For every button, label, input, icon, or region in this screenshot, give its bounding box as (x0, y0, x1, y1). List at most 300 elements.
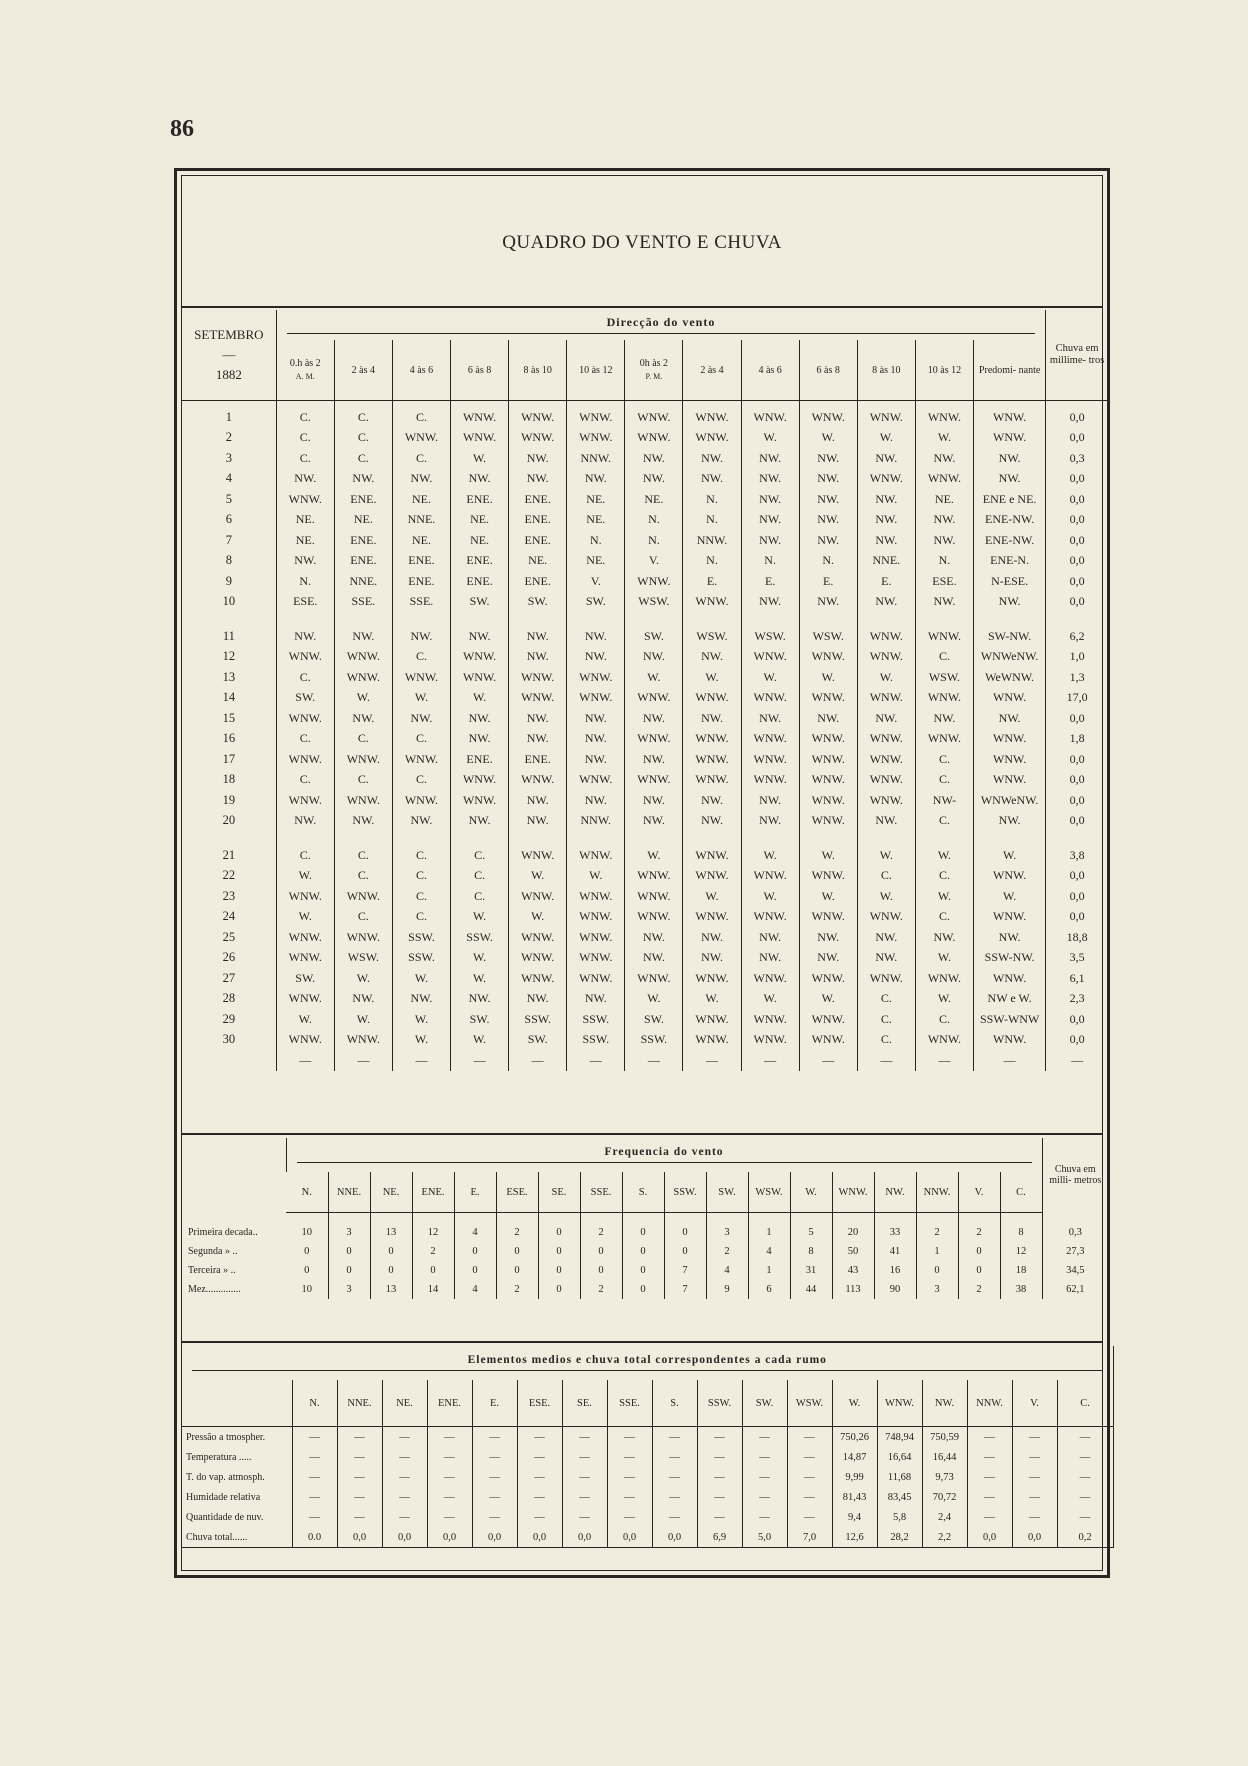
day-number: 26 (182, 948, 276, 969)
day-number: 19 (182, 790, 276, 811)
table-row (182, 510, 1108, 531)
direction-cell: E. (857, 571, 915, 592)
direction-cell: WSW. (799, 626, 857, 647)
period-header (857, 340, 915, 401)
direction-cell: NW. (683, 448, 741, 469)
direction-cell: NW. (392, 708, 450, 729)
frequency-cell: 6 (748, 1280, 790, 1299)
elements-cell: 0,0 (427, 1527, 472, 1548)
direction-cell: NW. (741, 448, 799, 469)
frequency-column-header: E. (454, 1172, 496, 1213)
day-number: 3 (182, 448, 276, 469)
direction-cell: NW. (392, 626, 450, 647)
frequency-cell: 10 (286, 1223, 328, 1242)
direction-cell: C. (392, 907, 450, 928)
rain-value: 34,5 (1042, 1261, 1108, 1280)
elements-cell: 0,0 (607, 1527, 652, 1548)
table-row (182, 489, 1108, 510)
direction-cell: WNW. (334, 927, 392, 948)
elements-column-header: N. (292, 1380, 337, 1427)
frequency-column-header: W. (790, 1172, 832, 1213)
direction-cell: ENE. (509, 489, 567, 510)
elements-cell: — (427, 1487, 472, 1507)
direction-cell: C. (857, 1009, 915, 1030)
table-row (182, 448, 1108, 469)
direction-cell: W. (509, 866, 567, 887)
frequency-cell: 43 (832, 1261, 874, 1280)
direction-cell: V. (625, 551, 683, 572)
elements-cell: 12,6 (832, 1527, 877, 1548)
frequency-cell: 0 (454, 1242, 496, 1261)
direction-cell: WNW. (683, 1009, 741, 1030)
row-label: Primeira decada.. (188, 1227, 258, 1238)
direction-cell: C. (915, 749, 973, 770)
direction-cell: WNW. (276, 749, 334, 770)
direction-cell: NW. (683, 790, 741, 811)
direction-cell: WNW. (741, 1030, 799, 1051)
row-label: Quantidade de nuv. (182, 1507, 292, 1527)
frequency-cell: 0 (538, 1280, 580, 1299)
direction-cell: NNW. (683, 530, 741, 551)
rain-value: 3,8 (1046, 845, 1108, 866)
elements-cell: 7,0 (787, 1527, 832, 1548)
elements-cell: 9,99 (832, 1467, 877, 1487)
period-header (567, 340, 625, 401)
direction-cell: ENE. (451, 571, 509, 592)
direction-cell: WNW. (276, 886, 334, 907)
dash-cell: — (974, 1050, 1046, 1071)
direction-cell: SW. (509, 1030, 567, 1051)
direction-cell: WNW. (625, 688, 683, 709)
frequency-cell: 2 (916, 1223, 958, 1242)
period-label: 10 às 12 (927, 364, 962, 376)
rain-value: 0,0 (1046, 1009, 1108, 1030)
period-label: Predomi- nante (978, 364, 1041, 376)
table-row (182, 1447, 1113, 1467)
direction-cell: SW. (625, 1009, 683, 1030)
elements-cell: — (1012, 1487, 1057, 1507)
frequency-cell: 0 (622, 1280, 664, 1299)
direction-cell: WNW. (509, 401, 567, 428)
direction-cell: NW. (857, 708, 915, 729)
direction-cell: NW. (741, 592, 799, 613)
rain-value: 0,0 (1046, 571, 1108, 592)
elements-cell: — (652, 1507, 697, 1527)
day-number: 18 (182, 770, 276, 791)
elements-cell: 6,9 (697, 1527, 742, 1548)
elements-cell: — (607, 1487, 652, 1507)
rain-value: 0,0 (1046, 428, 1108, 449)
frequency-cell: 4 (454, 1223, 496, 1242)
gap-cell (392, 612, 450, 626)
dash-cell: — (392, 1050, 450, 1071)
direction-cell: C. (334, 448, 392, 469)
direction-cell: NW. (683, 708, 741, 729)
gap-cell (182, 612, 276, 626)
gap-cell (1046, 831, 1108, 845)
frequency-column-header: SW. (706, 1172, 748, 1213)
frequency-cell: 0 (538, 1242, 580, 1261)
elements-cell: — (517, 1447, 562, 1467)
period-header (625, 340, 683, 401)
day-number: 21 (182, 845, 276, 866)
direction-cell: WNW. (276, 989, 334, 1010)
direction-cell: NW. (625, 448, 683, 469)
frequency-cell: 0 (664, 1242, 706, 1261)
rain-value: 0,3 (1046, 448, 1108, 469)
elements-cell: — (967, 1487, 1012, 1507)
day-number: 9 (182, 571, 276, 592)
elements-cell: — (517, 1427, 562, 1448)
elements-cell: 81,43 (832, 1487, 877, 1507)
predominant-direction: NW. (974, 811, 1046, 832)
frequency-column-header: S. (622, 1172, 664, 1213)
direction-cell: ENE. (392, 551, 450, 572)
day-number: 10 (182, 592, 276, 613)
direction-cell: WNW. (567, 845, 625, 866)
direction-cell: SW. (451, 1009, 509, 1030)
direction-cell: C. (857, 866, 915, 887)
direction-cell: NW. (799, 510, 857, 531)
direction-cell: ENE. (334, 551, 392, 572)
day-number: 14 (182, 688, 276, 709)
rain-value: 17,0 (1046, 688, 1108, 709)
rain-value: 1,0 (1046, 647, 1108, 668)
direction-cell: C. (276, 845, 334, 866)
frequency-column-header: SSW. (664, 1172, 706, 1213)
direction-cell: W. (451, 907, 509, 928)
frequency-rain-label: Chuva em milli- metros (1049, 1164, 1102, 1187)
direction-cell: WNW. (857, 968, 915, 989)
direction-cell: WNW. (915, 626, 973, 647)
direction-cell: WNW. (567, 886, 625, 907)
direction-cell: NW. (451, 811, 509, 832)
frequency-cell: 3 (328, 1223, 370, 1242)
direction-cell: WNW. (276, 790, 334, 811)
direction-cell: C. (915, 770, 973, 791)
table-row (182, 688, 1108, 709)
direction-cell: WNW. (683, 401, 741, 428)
rain-value: 0,0 (1046, 708, 1108, 729)
direction-cell: NW. (625, 948, 683, 969)
frequency-cell: 0 (622, 1261, 664, 1280)
elements-cell: — (1012, 1467, 1057, 1487)
direction-cell: C. (276, 448, 334, 469)
direction-cell: WNW. (625, 571, 683, 592)
direction-cell: NW. (567, 626, 625, 647)
period-label: 2 às 4 (700, 364, 724, 376)
direction-cell: WNW. (567, 428, 625, 449)
table-row (182, 571, 1108, 592)
direction-cell: SSW. (392, 927, 450, 948)
direction-cell: NE. (392, 489, 450, 510)
table-row (182, 907, 1108, 928)
dash-cell: — (625, 1050, 683, 1071)
gap-cell (683, 831, 741, 845)
direction-cell: WNW. (857, 907, 915, 928)
rain-value: 0,0 (1046, 401, 1108, 428)
rain-value: 0,3 (1042, 1223, 1108, 1242)
direction-cell: E. (799, 571, 857, 592)
frequency-cell: 12 (412, 1223, 454, 1242)
day-number: 16 (182, 729, 276, 750)
direction-cell: NW. (567, 729, 625, 750)
direction-cell: NW. (799, 592, 857, 613)
elements-column-header: S. (652, 1380, 697, 1427)
direction-cell: WNW. (741, 401, 799, 428)
direction-cell: WNW. (392, 790, 450, 811)
elements-cell: — (427, 1467, 472, 1487)
elements-cell: — (787, 1467, 832, 1487)
frequency-cell: 0 (538, 1223, 580, 1242)
elements-column-header: E. (472, 1380, 517, 1427)
direction-cell: C. (276, 428, 334, 449)
table-row (182, 866, 1108, 887)
elements-cell: — (652, 1447, 697, 1467)
frequency-cell: 0 (412, 1261, 454, 1280)
direction-cell: WNW. (334, 667, 392, 688)
rain-value: 2,3 (1046, 989, 1108, 1010)
direction-cell: WNW. (683, 770, 741, 791)
table-row (182, 1280, 1108, 1299)
elements-cell: — (472, 1427, 517, 1448)
elements-cell: — (742, 1467, 787, 1487)
day-number: 28 (182, 989, 276, 1010)
dash-row (182, 1050, 1108, 1071)
section-flourish (287, 332, 1036, 336)
direction-cell: ENE. (451, 749, 509, 770)
direction-cell: WNW. (625, 428, 683, 449)
dash-cell: — (567, 1050, 625, 1071)
predominant-direction: ENE e NE. (974, 489, 1046, 510)
frequency-column-header: SE. (538, 1172, 580, 1213)
direction-cell: NNE. (334, 571, 392, 592)
period-header (451, 340, 509, 401)
direction-cell: WNW. (276, 927, 334, 948)
elements-cell: 16,44 (922, 1447, 967, 1467)
frequency-cell: 0 (370, 1242, 412, 1261)
direction-cell: SSE. (392, 592, 450, 613)
direction-cell: WNW. (276, 948, 334, 969)
spacer-cell (958, 1213, 1000, 1224)
elements-cell: 9,73 (922, 1467, 967, 1487)
elements-cell: 2,4 (922, 1507, 967, 1527)
frequency-cell: 14 (412, 1280, 454, 1299)
direction-cell: WNW. (683, 845, 741, 866)
month-label: SETEMBRO (194, 327, 264, 342)
direction-cell: WNW. (741, 688, 799, 709)
elements-cell: — (427, 1507, 472, 1527)
direction-cell: WNW. (799, 811, 857, 832)
frequency-cell: 2 (958, 1280, 1000, 1299)
direction-cell: WNW. (567, 927, 625, 948)
elements-cell: — (607, 1467, 652, 1487)
spacer-cell (706, 1213, 748, 1224)
direction-cell: C. (334, 729, 392, 750)
frequency-cell: 0 (958, 1242, 1000, 1261)
direction-cell: NW. (799, 469, 857, 490)
frequency-cell: 0 (664, 1223, 706, 1242)
direction-cell: NNW. (567, 811, 625, 832)
elements-cell: — (742, 1487, 787, 1507)
direction-cell: ENE. (451, 489, 509, 510)
frequency-cell: 3 (706, 1223, 748, 1242)
direction-cell: N. (567, 530, 625, 551)
elements-cell: — (1057, 1507, 1113, 1527)
elements-cell: 0,0 (652, 1527, 697, 1548)
frequency-flourish (297, 1160, 1032, 1164)
direction-cell: WSW. (683, 626, 741, 647)
direction-cell: WNW. (683, 907, 741, 928)
direction-cell: WNW. (509, 886, 567, 907)
rain-value: 3,5 (1046, 948, 1108, 969)
page-title: QUADRO DO VENTO E CHUVA (502, 232, 782, 253)
direction-cell: N. (276, 571, 334, 592)
direction-cell: WNW. (741, 729, 799, 750)
direction-cell: WNW. (857, 469, 915, 490)
direction-cell: N. (741, 551, 799, 572)
predominant-direction: WeWNW. (974, 667, 1046, 688)
direction-cell: NW. (625, 749, 683, 770)
period-label: 6 às 8 (467, 364, 492, 376)
predominant-direction: NW. (974, 448, 1046, 469)
direction-cell: WNW. (392, 667, 450, 688)
day-number: 15 (182, 708, 276, 729)
frequency-cell: 38 (1000, 1280, 1042, 1299)
elements-cell: — (517, 1487, 562, 1507)
direction-cell: WNW. (451, 401, 509, 428)
elements-column-header: NE. (382, 1380, 427, 1427)
direction-cell: NNE. (392, 510, 450, 531)
direction-cell: NW. (741, 489, 799, 510)
direction-cell: WNW. (915, 469, 973, 490)
predominant-direction: WNW. (974, 688, 1046, 709)
direction-cell: WNW. (857, 401, 915, 428)
direction-cell: WNW. (799, 790, 857, 811)
table-row (182, 811, 1108, 832)
rain-value: 0,0 (1046, 1030, 1108, 1051)
direction-cell: NW. (392, 989, 450, 1010)
direction-cell: SW. (567, 592, 625, 613)
gap-cell (276, 612, 334, 626)
gap-cell (567, 612, 625, 626)
direction-cell: NW. (334, 469, 392, 490)
table-row (182, 968, 1108, 989)
direction-cell: NW. (741, 811, 799, 832)
gap-cell (392, 831, 450, 845)
day-number: 7 (182, 530, 276, 551)
direction-cell: NW. (857, 489, 915, 510)
direction-cell: NW. (509, 647, 567, 668)
dash-cell: — (683, 1050, 741, 1071)
elements-cell: — (1057, 1447, 1113, 1467)
direction-cell: WNW. (276, 708, 334, 729)
direction-cell: NW. (509, 448, 567, 469)
row-label: Pressão a tmospher. (182, 1427, 292, 1448)
frequency-cell: 50 (832, 1242, 874, 1261)
direction-cell: NW. (683, 927, 741, 948)
table-row (182, 1242, 1108, 1261)
frequency-cell: 0 (916, 1261, 958, 1280)
direction-cell: WNW. (567, 948, 625, 969)
direction-cell: NW. (915, 927, 973, 948)
direction-cell: WNW. (567, 968, 625, 989)
table-row (182, 927, 1108, 948)
direction-cell: WNW. (334, 749, 392, 770)
direction-cell: NW. (625, 647, 683, 668)
spacer-cell (622, 1213, 664, 1224)
direction-cell: NNE. (857, 551, 915, 572)
day-number: 11 (182, 626, 276, 647)
page-number: 86 (170, 116, 194, 142)
frequency-cell: 3 (328, 1280, 370, 1299)
frequency-cell: 0 (286, 1242, 328, 1261)
direction-cell: W. (799, 667, 857, 688)
direction-cell: C. (451, 886, 509, 907)
direction-cell: SW. (625, 626, 683, 647)
direction-cell: NW. (567, 469, 625, 490)
direction-cell: WSW. (741, 626, 799, 647)
gap-cell (915, 831, 973, 845)
dash-cell: — (741, 1050, 799, 1071)
row-label: Mez.............. (188, 1284, 241, 1295)
frequency-cell: 2 (412, 1242, 454, 1261)
direction-cell: W. (799, 886, 857, 907)
elements-column-header: C. (1057, 1380, 1113, 1427)
frequency-cell: 13 (370, 1280, 412, 1299)
gap-cell (741, 831, 799, 845)
direction-cell: C. (915, 907, 973, 928)
dash-cell: — (857, 1050, 915, 1071)
period-sublabel: P. M. (645, 372, 663, 381)
period-header (683, 340, 741, 401)
predominant-direction: WNW. (974, 907, 1046, 928)
frequency-cell: 2 (706, 1242, 748, 1261)
row-label: T. do vap. atmosph. (182, 1467, 292, 1487)
frequency-cell: 33 (874, 1223, 916, 1242)
direction-cell: SSW. (451, 927, 509, 948)
direction-cell: NW. (509, 729, 567, 750)
direction-cell: SSW. (392, 948, 450, 969)
elements-cell: — (697, 1487, 742, 1507)
rain-value: 0,0 (1046, 811, 1108, 832)
direction-cell: C. (334, 845, 392, 866)
direction-cell: C. (451, 866, 509, 887)
direction-cell: WNW. (567, 770, 625, 791)
direction-cell: WNW. (799, 729, 857, 750)
direction-cell: C. (334, 866, 392, 887)
gap-cell (334, 831, 392, 845)
elements-cell: 70,72 (922, 1487, 967, 1507)
direction-cell: WNW. (915, 1030, 973, 1051)
direction-cell: WNW. (857, 688, 915, 709)
direction-cell: WNW. (334, 886, 392, 907)
predominant-direction: N-ESE. (974, 571, 1046, 592)
frequency-column-header: V. (958, 1172, 1000, 1213)
direction-cell: C. (915, 811, 973, 832)
elements-column-header: SSW. (697, 1380, 742, 1427)
rain-value: 6,1 (1046, 968, 1108, 989)
elements-cell: — (517, 1507, 562, 1527)
direction-cell: V. (567, 571, 625, 592)
direction-cell: NW. (451, 989, 509, 1010)
direction-cell: NW. (741, 530, 799, 551)
elements-cell: 83,45 (877, 1487, 922, 1507)
wind-elements-table (182, 1346, 1114, 1548)
direction-cell: NW. (567, 989, 625, 1010)
direction-cell: WNW. (915, 729, 973, 750)
direction-cell: N. (683, 551, 741, 572)
